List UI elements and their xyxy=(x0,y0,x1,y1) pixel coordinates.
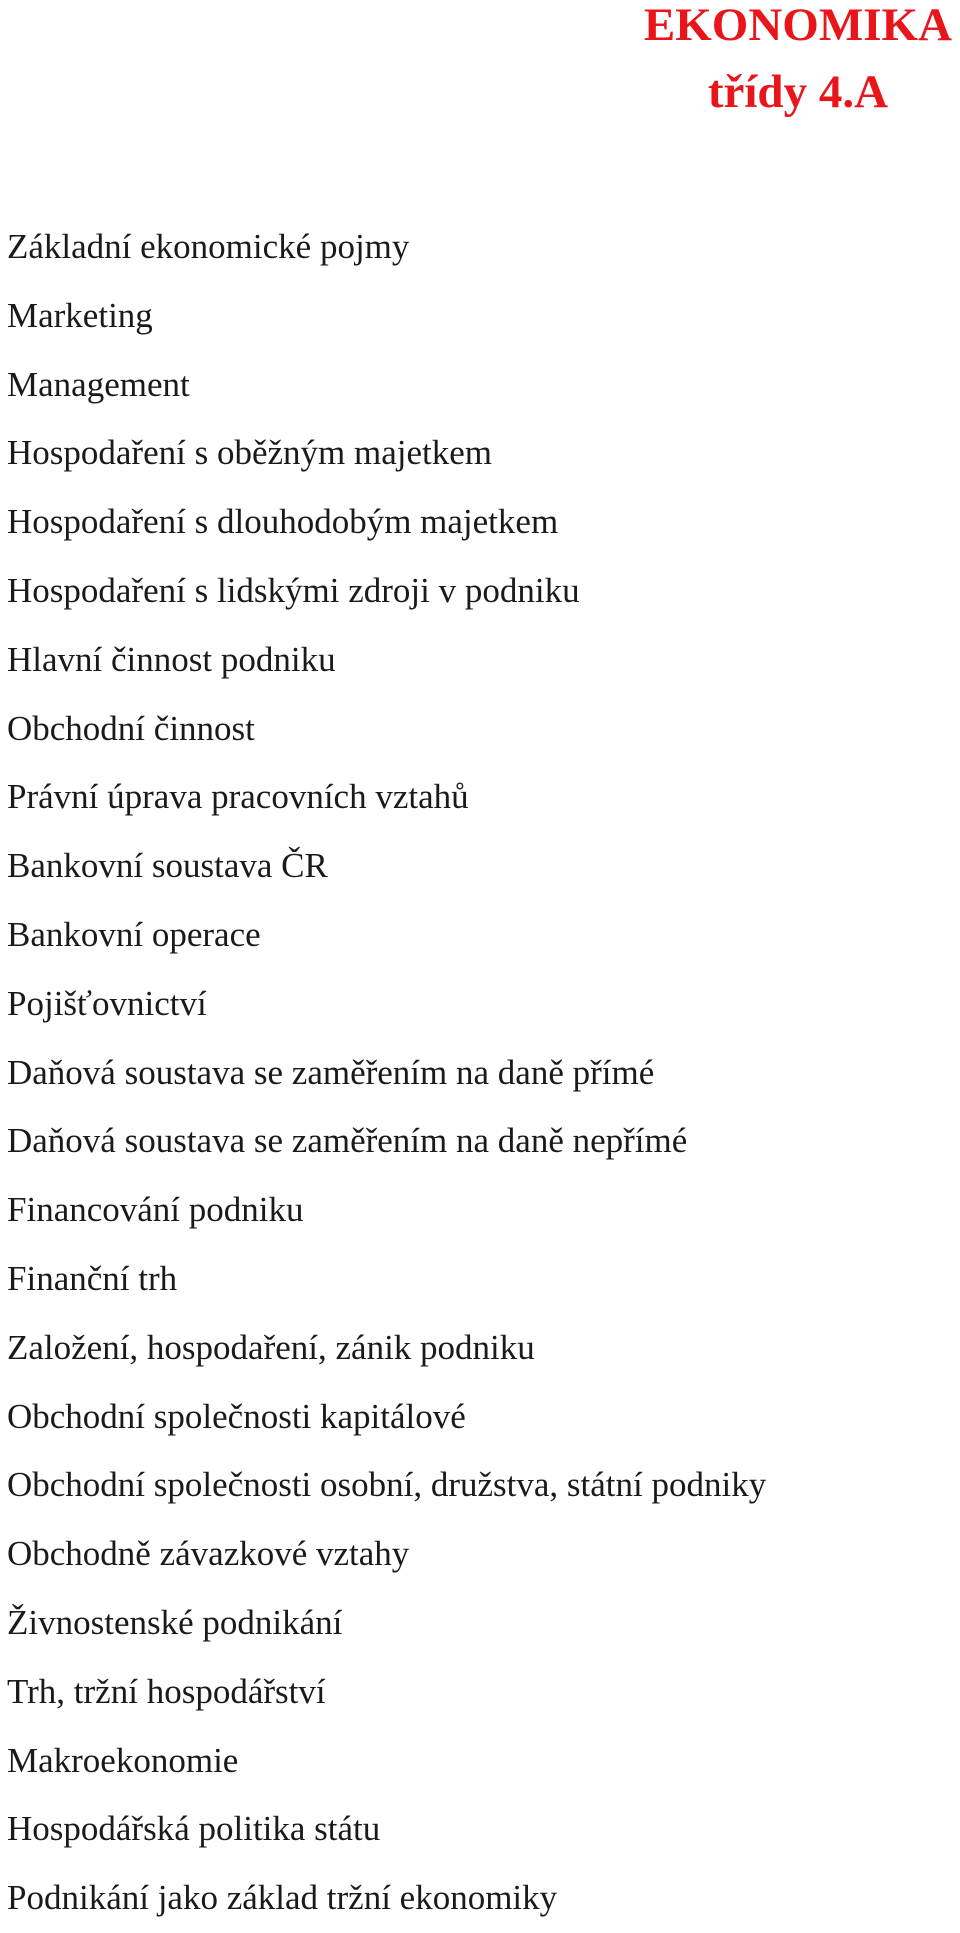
document-subtitle: třídy 4.A xyxy=(707,66,889,118)
topic-item: Bankovní soustava ČR xyxy=(7,846,328,886)
topic-item: Hospodaření s dlouhodobým majetkem xyxy=(7,502,559,542)
topic-list xyxy=(7,213,766,1933)
topic-item: Založení, hospodaření, zánik podniku xyxy=(7,1327,535,1367)
topic-item: Obchodní činnost xyxy=(7,708,255,748)
topic-item: Pojišťovnictví xyxy=(7,983,207,1023)
topic-item: Hospodářská politika státu xyxy=(7,1809,381,1849)
topic-item: Trh, tržní hospodářství xyxy=(7,1671,326,1711)
document-title: EKONOMIKA xyxy=(643,0,952,51)
topic-item: Daňová soustava se zaměřením na daně nepřímé xyxy=(7,1121,688,1161)
topic-item: Hospodaření s oběžným majetkem xyxy=(7,433,493,473)
document-header xyxy=(644,0,952,116)
topic-item: Obchodní společnosti kapitálové xyxy=(7,1396,466,1436)
topic-item: Živnostenské podnikání xyxy=(7,1602,343,1642)
topic-item: Obchodní společnosti osobní, družstva, státní podniky xyxy=(7,1465,767,1505)
topic-item: Management xyxy=(7,364,190,404)
topic-item: Financování podniku xyxy=(7,1190,304,1230)
topic-item: Podnikání jako základ tržní ekonomiky xyxy=(7,1878,558,1918)
topic-item: Základní ekonomické pojmy xyxy=(7,227,410,266)
topic-item: Marketing xyxy=(7,295,153,335)
topic-item: Finanční trh xyxy=(7,1258,178,1298)
topic-item: Právní úprava pracovních vztahů xyxy=(7,777,469,817)
topic-item: Hlavní činnost podniku xyxy=(7,639,336,679)
topic-item: Makroekonomie xyxy=(7,1740,239,1780)
topic-item: Daňová soustava se zaměřením na daně přímé xyxy=(7,1052,655,1092)
topic-item: Bankovní operace xyxy=(7,914,261,954)
topic-item: Obchodně závazkové vztahy xyxy=(7,1534,410,1574)
topic-item: Hospodaření s lidskými zdroji v podniku xyxy=(7,570,580,610)
